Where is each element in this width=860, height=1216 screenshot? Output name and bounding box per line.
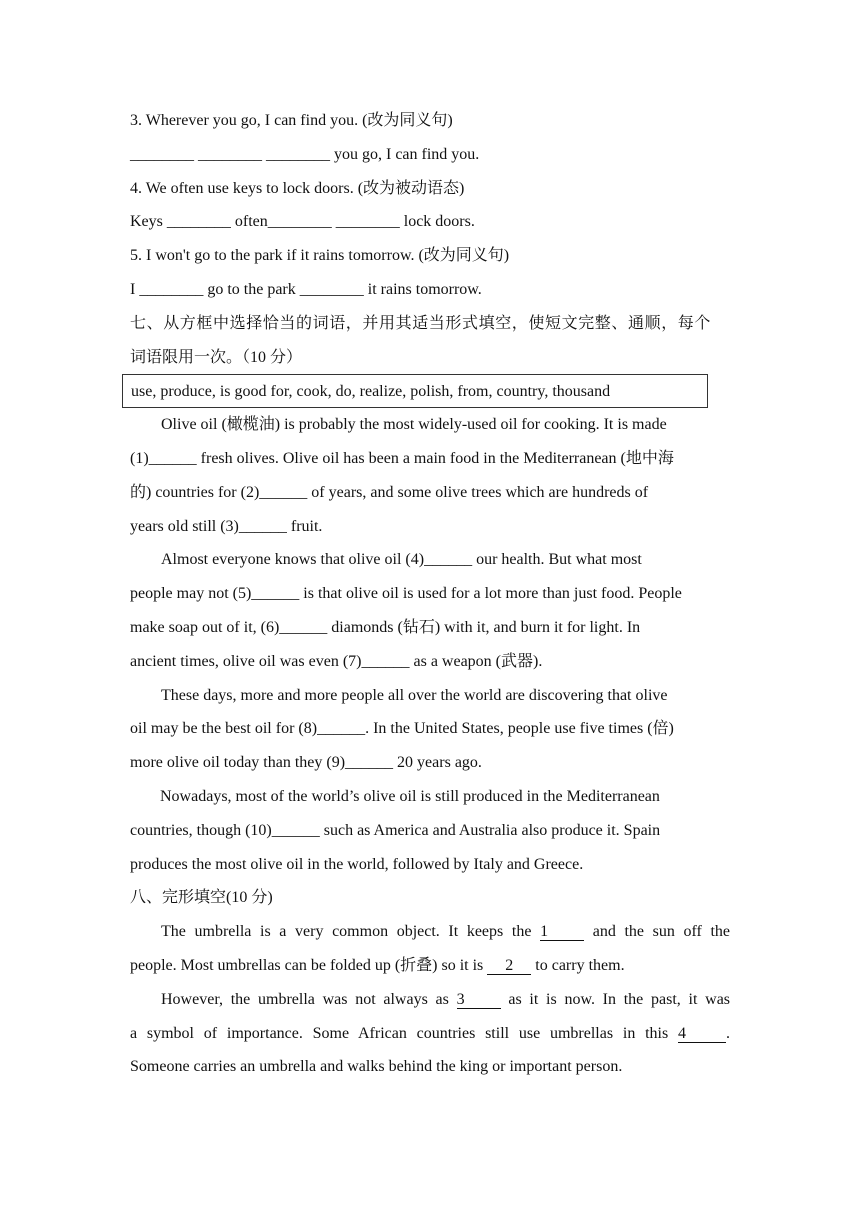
passage-line: ancient times, olive oil was even (7)______ as a weapon (武器). (130, 652, 543, 670)
cloze-text: people. Most umbrellas can be folded up (折叠) so it is (130, 956, 484, 974)
section-7-heading-line-1: 七、从方框中选择恰当的词语，并用其适当形式填空，使短文完整、通顺，每个 (130, 314, 712, 332)
cloze-text: as it is now. In the past, it was (508, 990, 731, 1008)
cloze-paragraph-2-line-3: Someone carries an umbrella and walks behind the king or important person. (130, 1058, 623, 1076)
question-3-answer-line: ________ ________ ________ you go, I can find you. (130, 145, 480, 163)
cloze-paragraph-2-line-2 (130, 1017, 730, 1051)
cloze-blank-2: 2 (487, 958, 531, 975)
passage-line: years old still (3)______ fruit. (130, 517, 323, 535)
section-8-heading: 八、完形填空(10 分) (130, 889, 273, 907)
question-3: 3. Wherever you go, I can find you. (改为同义句) (130, 112, 453, 129)
passage-line: (1)______ fresh olives. Olive oil has been a main food in the Mediterranean (地中海 (130, 449, 674, 467)
passage-line: countries, though (10)______ such as America and Australia also produce it. Spain (130, 821, 661, 839)
passage-line: These days, more and more people all over the world are discovering that olive (161, 686, 668, 704)
cloze-text: However, the umbrella was not always as (161, 990, 449, 1008)
question-5-answer-line: I ________ go to the park ________ it rains tomorrow. (130, 280, 482, 298)
cloze-blank-4-group (678, 1025, 730, 1042)
question-4-answer-line: Keys ________ often________ ________ lock doors. (130, 213, 475, 231)
cloze-text: a symbol of importance. Some African countries still use umbrellas in this (130, 1024, 669, 1042)
cloze-blank-3: 3 (457, 992, 501, 1009)
cloze-paragraph-2-line-1 (130, 983, 730, 1017)
question-4: 4. We often use keys to lock doors. (改为被动语态) (130, 179, 465, 197)
cloze-text: The umbrella is a very common object. It keeps the (161, 923, 532, 941)
passage-line: more olive oil today than they (9)______ 20 years ago. (130, 754, 482, 772)
cloze-blank-4: 4 (678, 1026, 726, 1043)
passage-line: Almost everyone knows that olive oil (4)______ our health. But what most (161, 551, 642, 569)
passage-line: people may not (5)______ is that olive oil is used for a lot more than just food. People (130, 585, 682, 603)
passage-line: Olive oil (橄榄油) is probably the most widely-used oil for cooking. It is made (161, 416, 667, 434)
cloze-text: . (726, 1024, 731, 1042)
cloze-paragraph-1-line-2 (130, 949, 730, 983)
cloze-blank-1: 1 (540, 924, 584, 941)
worksheet-page (130, 104, 730, 1084)
passage-line: oil may be the best oil for (8)______. In the United States, people use five times (倍) (130, 720, 674, 738)
cloze-text: to carry them. (535, 956, 625, 974)
word-bank-box: use, produce, is good for, cook, do, realize, polish, from, country, thousand (122, 374, 708, 408)
section-7-heading-line-2: 词语限用一次。（10 分） (130, 348, 303, 366)
passage-line: 的) countries for (2)______ of years, and some olive trees which are hundreds of (130, 483, 649, 501)
cloze-text: and the sun off the (592, 923, 731, 941)
passage-line: make soap out of it, (6)______ diamonds (钻石) with it, and burn it for light. In (130, 618, 641, 636)
passage-line: produces the most olive oil in the world, followed by Italy and Greece. (130, 855, 584, 873)
question-5: 5. I won't go to the park if it rains tomorrow. (改为同义句) (130, 247, 510, 265)
passage-line: Nowadays, most of the world’s olive oil is still produced in the Mediterranean (160, 787, 660, 805)
cloze-paragraph-1-line-1 (130, 915, 730, 949)
